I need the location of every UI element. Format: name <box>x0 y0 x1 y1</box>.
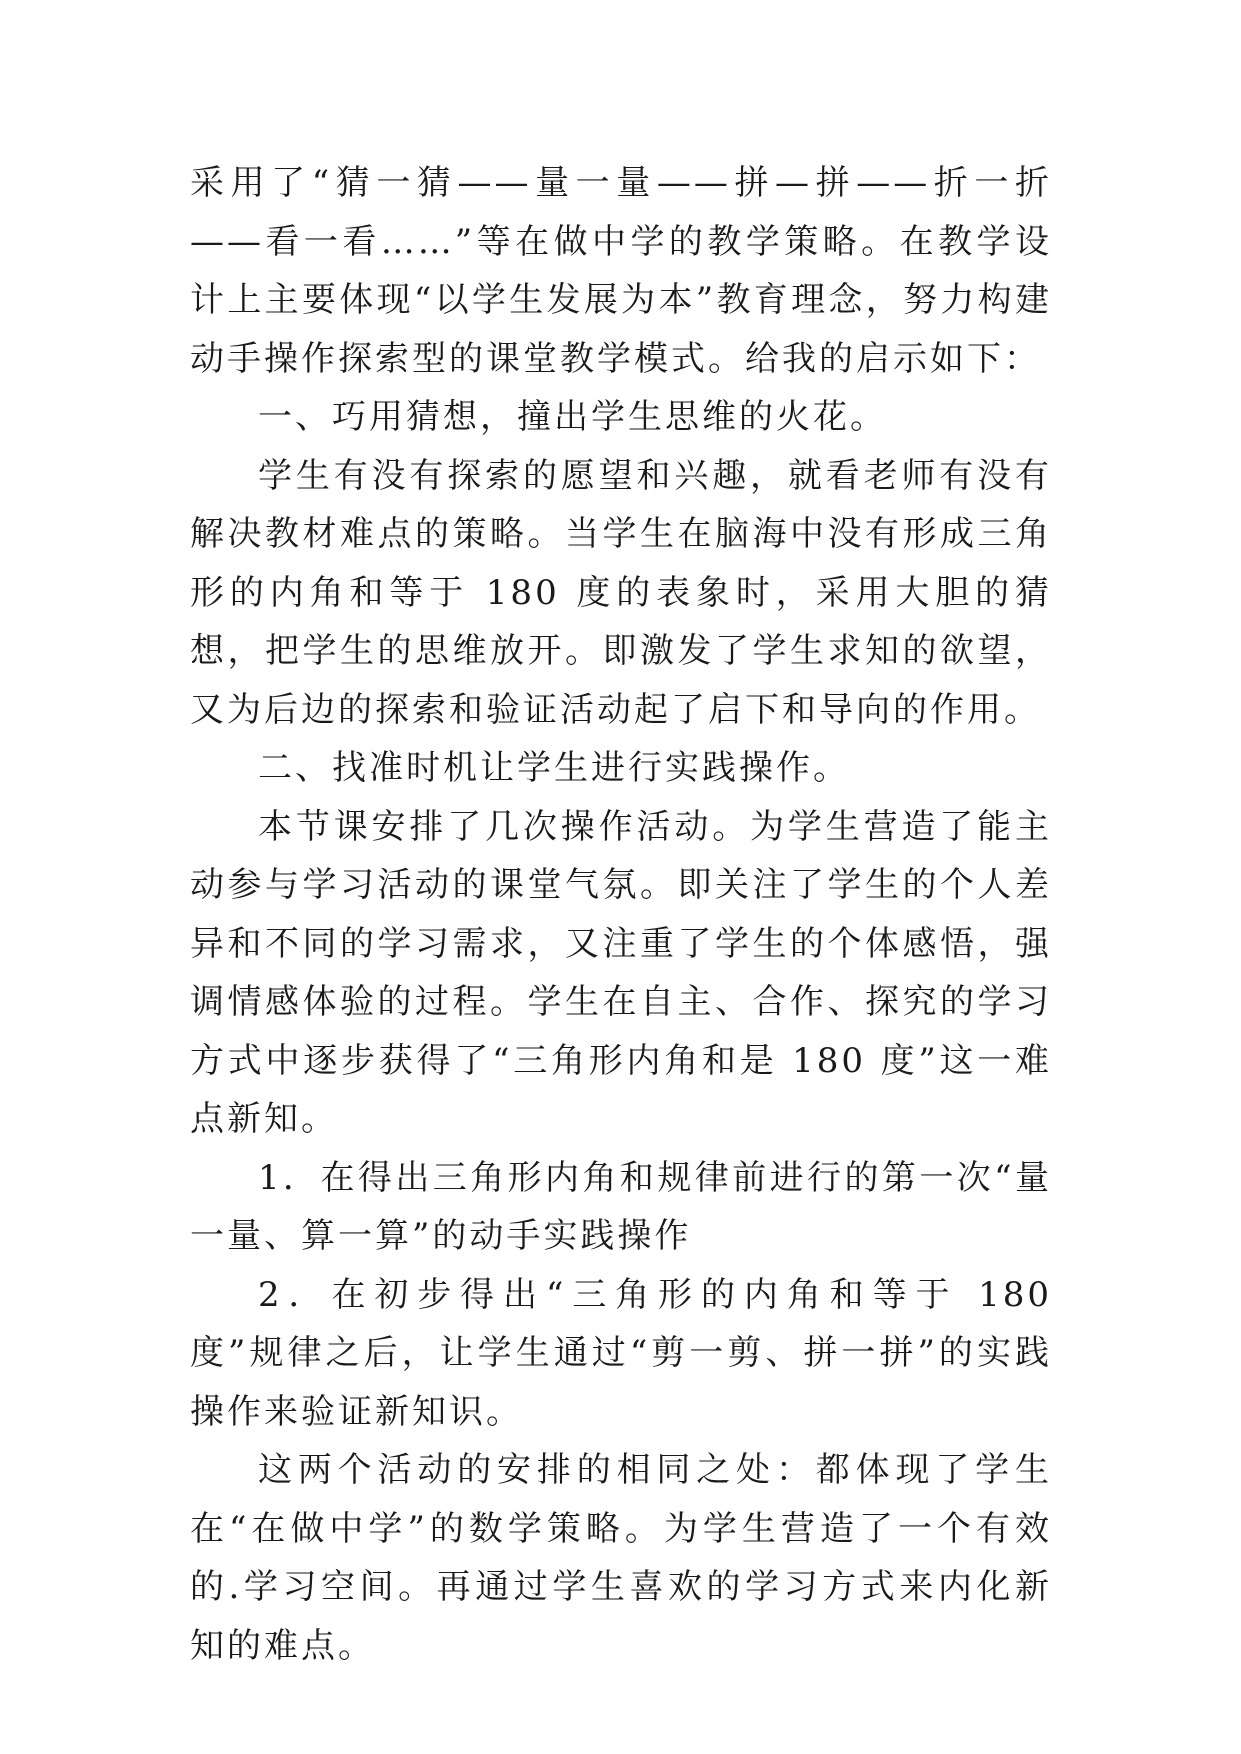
paragraph-intro: 采用了“猜一猜——量一量——拼—拼——折一折——看一看……”等在做中学的教学策略。在教学设计上主要体现“以学生发展为本”教育理念，努力构建动手操作探索型的课堂教学模式。给我的启示如下： <box>190 163 1052 379</box>
list-item-1: 1．在得出三角形内角和规律前进行的第一次“量一量、算一算”的动手实践操作 <box>190 1157 1052 1256</box>
document-body <box>190 154 1052 1675</box>
paragraph-conclusion: 这两个活动的安排的相同之处：都体现了学生在“在做中学”的数学策略。为学生营造了一个有效的.学习空间。再通过学生喜欢的学习方式来内化新知的难点。 <box>190 1450 1052 1666</box>
heading-guess: 一、巧用猜想，撞出学生思维的火花。 <box>258 397 887 437</box>
heading-practice: 二、找准时机让学生进行实践操作。 <box>258 748 850 788</box>
paragraph-guess: 学生有没有探索的愿望和兴趣，就看老师有没有解决教材难点的策略。当学生在脑海中没有形成三角形的内角和等于 180 度的表象时，采用大胆的猜想，把学生的思维放开。即激发了学生求知的欲望，又为后边的探索和验证活动起了启下和导向的作用。 <box>190 455 1052 730</box>
list-item-2: 2．在初步得出“三角形的内角和等于 180 度”规律之后，让学生通过“剪一剪、拼一拼”的实践操作来验证新知识。 <box>190 1274 1052 1432</box>
paragraph-practice: 本节课安排了几次操作活动。为学生营造了能主动参与学习活动的课堂气氛。即关注了学生的个人差异和不同的学习需求，又注重了学生的个体感悟，强调情感体验的过程。学生在自主、合作、探究的学习方式中逐步获得了“三角形内角和是 180 度”这一难点新知。 <box>190 806 1052 1139</box>
